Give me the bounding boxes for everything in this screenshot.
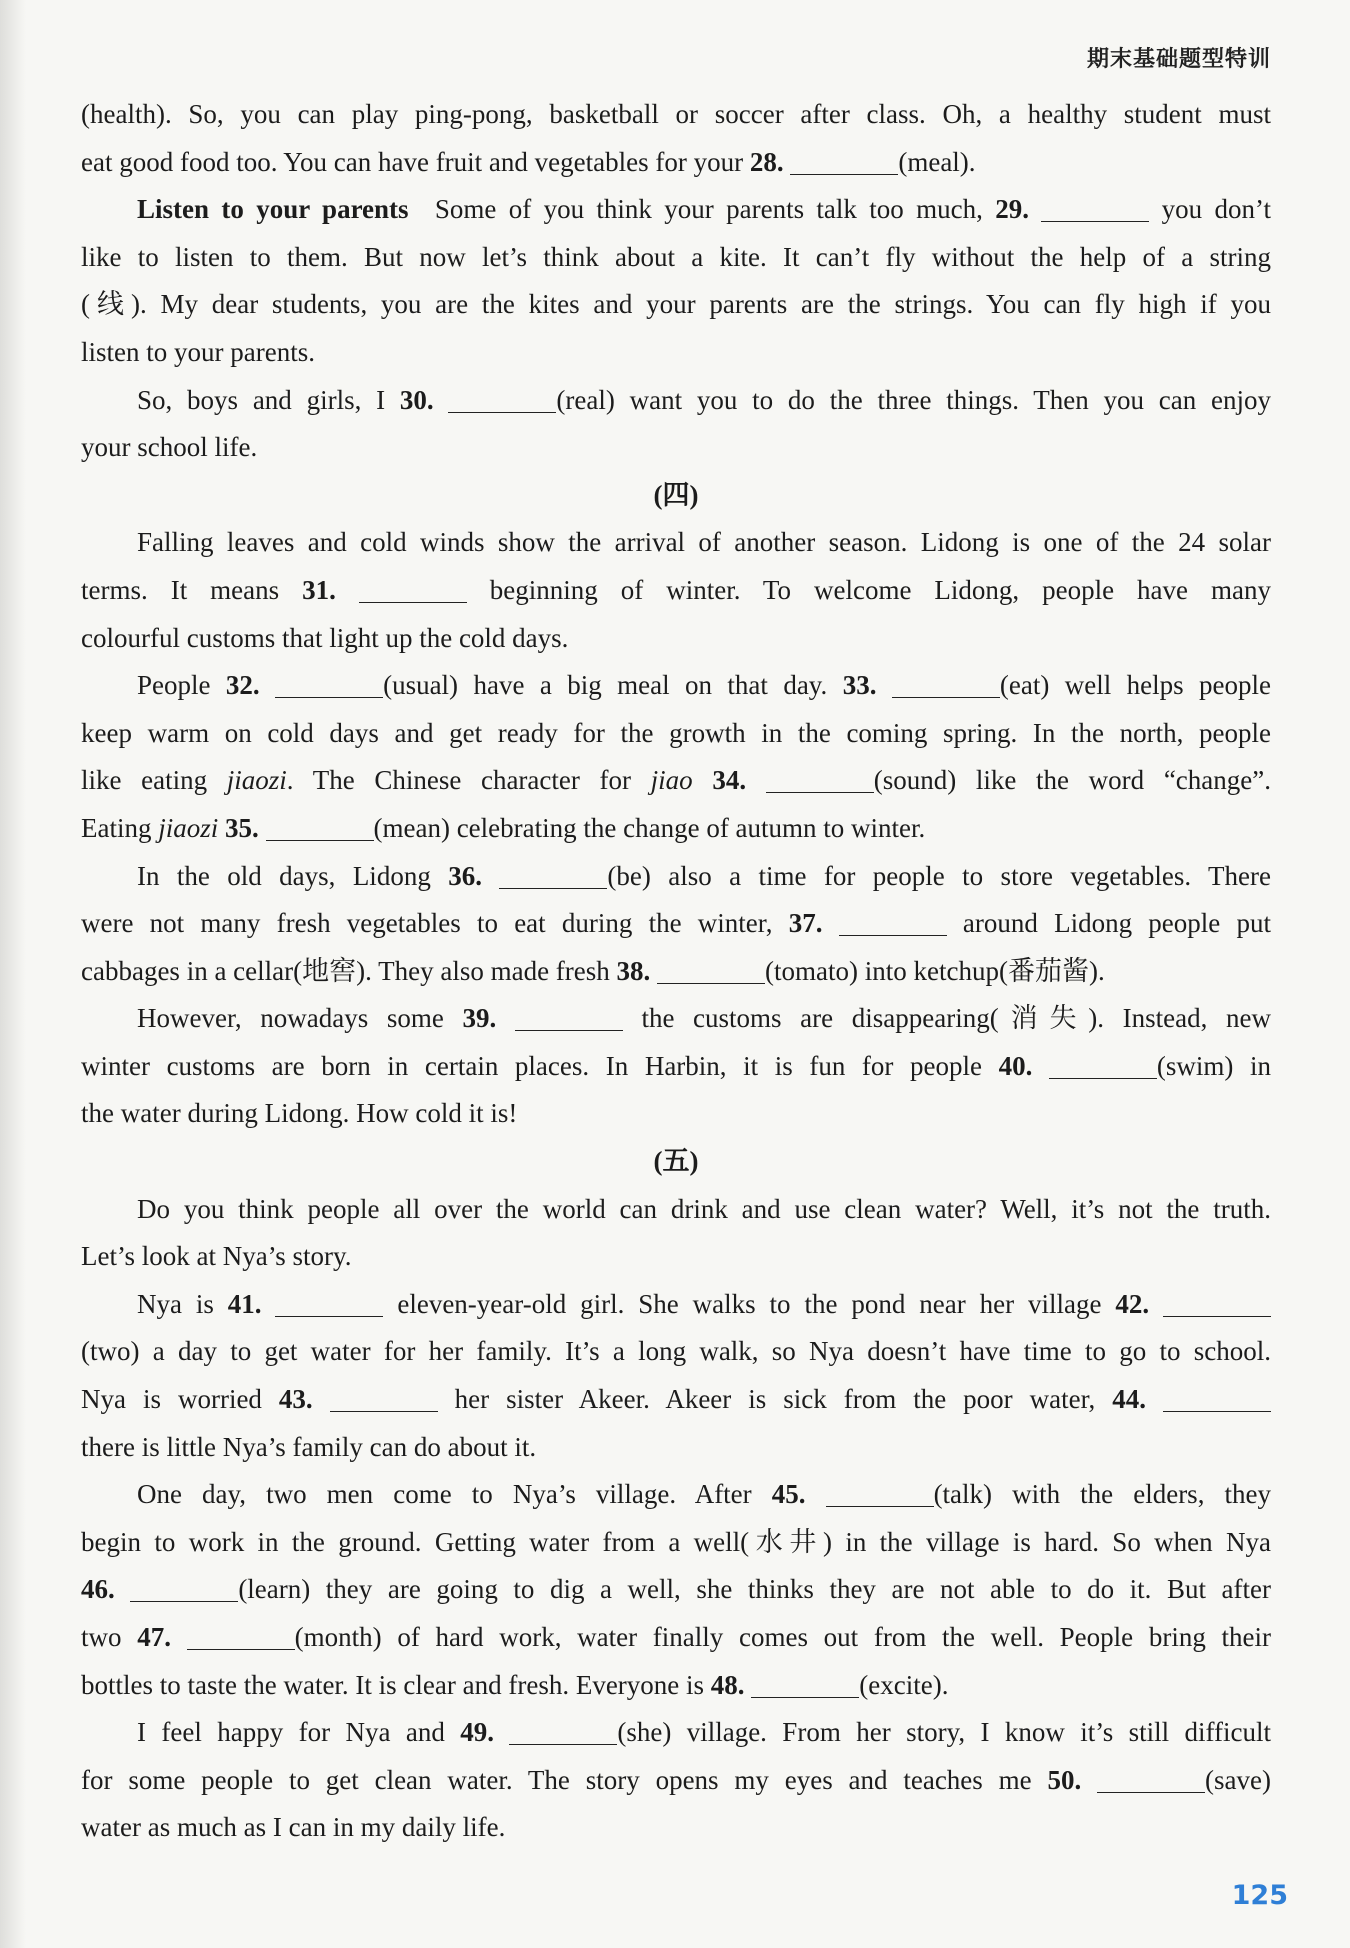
paragraph: [81, 853, 1271, 996]
text-run: (talk) with the elders, they: [933, 1479, 1271, 1510]
text-line: [81, 1566, 1271, 1614]
text-line: [81, 1662, 1271, 1710]
text-line: [81, 139, 1271, 187]
text-run: People: [137, 670, 226, 701]
question-number: 38.: [616, 955, 651, 986]
text-run: However, nowadays some: [137, 1003, 463, 1034]
text-line: [81, 995, 1271, 1043]
section-heading: (四): [653, 479, 699, 510]
text-line: [81, 1376, 1271, 1424]
paragraph: [81, 91, 1271, 186]
paragraph: [81, 377, 1271, 472]
answer-blank: [826, 1506, 934, 1507]
text-run: eleven-year-old girl. She walks to the pond near her village: [383, 1288, 1116, 1319]
text-run: (mean) celebrating the change of autumn to winter.: [373, 812, 926, 843]
question-number: 48.: [710, 1669, 745, 1700]
answer-blank: [657, 983, 765, 984]
question-number: 45.: [771, 1479, 806, 1510]
text-run: (usual) have a big meal on that day.: [383, 670, 843, 701]
answer-blank: [509, 1744, 617, 1745]
text-line: [81, 567, 1271, 615]
text-run: keep warm on cold days and get ready for the growth in the coming spring. In the north, people: [81, 717, 1271, 748]
question-number: 44.: [1112, 1384, 1147, 1415]
answer-blank: [1049, 1078, 1157, 1079]
paragraph: [81, 1471, 1271, 1709]
text-line: [81, 805, 1271, 853]
text-run: winter customs are born in certain places. In Harbin, it is fun for people: [81, 1050, 999, 1081]
text-line: [81, 900, 1271, 948]
italic-term: jiaozi: [158, 812, 219, 843]
answer-blank: [892, 697, 1000, 698]
paragraph: [81, 995, 1271, 1138]
text-line: [81, 1614, 1271, 1662]
text-run: like eating: [81, 765, 227, 796]
run-in-heading: Listen to your parents: [137, 194, 409, 225]
question-number: 50.: [1047, 1764, 1082, 1795]
text-line: [81, 853, 1271, 901]
text-run: (health). So, you can play ping-pong, basketball or soccer after class. Oh, a healthy student must: [81, 99, 1271, 129]
text-line: [81, 1043, 1271, 1091]
text-line: [81, 615, 1271, 663]
text-run: (线). My dear students, you are the kites and your parents are the strings. You can fly high if you: [81, 289, 1271, 320]
text-line: [81, 1328, 1271, 1376]
text-run: (excite).: [859, 1669, 949, 1700]
text-run: the customs are disappearing(消失). Instead, new: [622, 1003, 1271, 1034]
text-run: One day, two men come to Nya’s village. After: [137, 1479, 772, 1510]
text-run: Do you think people all over the world can drink and use clean water? Well, it’s not the truth.: [137, 1193, 1271, 1224]
running-header-title: 期末基础题型特训: [1086, 47, 1271, 72]
section-heading: (五): [653, 1146, 699, 1177]
scan-edge-shade: [0, 0, 26, 1948]
text-run: Some of you think your parents talk too much,: [422, 194, 996, 225]
text-run: the water during Lidong. How cold it is!: [81, 1098, 518, 1129]
paragraph: [81, 662, 1271, 852]
text-line: [81, 1709, 1271, 1757]
text-run: (real) want you to do the three things. Then you can enjoy: [556, 384, 1271, 415]
text-run: (swim) in: [1156, 1050, 1271, 1081]
text-run: (learn) they are going to dig a well, she thinks they are not able to do it. But after: [238, 1574, 1271, 1605]
text-run: Nya is: [137, 1288, 228, 1319]
text-run: two: [81, 1622, 138, 1652]
text-run: (eat) well helps people: [999, 670, 1271, 701]
paragraph: [81, 1281, 1271, 1471]
answer-blank: [130, 1601, 238, 1602]
text-line: [81, 329, 1271, 377]
text-line: [81, 519, 1271, 567]
text-run: (save): [1205, 1764, 1271, 1795]
paragraph: [81, 1186, 1271, 1281]
text-run: (month) of hard work, water finally comes out from the well. People bring their: [294, 1622, 1271, 1652]
text-run: terms. It means: [81, 574, 303, 605]
text-line: [81, 186, 1271, 234]
text-run: begin to work in the ground. Getting water from a well(水井) in the village is hard. So when Nya: [81, 1526, 1271, 1557]
text-run: In the old days, Lidong: [137, 860, 449, 891]
text-run: . The Chinese character for: [286, 765, 651, 796]
question-number: 41.: [227, 1288, 262, 1319]
answer-blank: [1163, 1411, 1271, 1412]
text-run: (two) a day to get water for her family. It’s a long walk, so Nya doesn’t have time to go to school.: [81, 1336, 1271, 1367]
answer-blank: [790, 174, 898, 175]
text-run: you don’t: [1149, 194, 1271, 225]
text-line: [81, 1090, 1271, 1138]
question-number: 28.: [749, 146, 784, 177]
text-line: [81, 1804, 1271, 1852]
text-run: eat good food too. You can have fruit and vegetables for your: [81, 146, 750, 177]
text-run: were not many fresh vegetables to eat during the winter,: [81, 908, 789, 939]
text-line: [81, 1281, 1271, 1329]
question-number: 42.: [1115, 1288, 1150, 1319]
question-number: 31.: [302, 574, 336, 605]
text-run: Eating: [81, 812, 159, 843]
answer-blank: [515, 1030, 623, 1031]
text-run: I feel happy for Nya and: [137, 1717, 461, 1748]
text-run: water as much as I can in my daily life.: [81, 1812, 506, 1843]
answer-blank: [499, 888, 607, 889]
question-number: 32.: [225, 670, 260, 701]
question-number: 36.: [448, 860, 482, 891]
question-number: 43.: [278, 1384, 313, 1415]
question-number: 30.: [399, 384, 434, 415]
question-number: 39.: [462, 1003, 497, 1034]
text-line: [81, 424, 1271, 472]
answer-blank: [187, 1649, 295, 1650]
question-number: 47.: [137, 1622, 171, 1652]
text-line: [81, 662, 1271, 710]
answer-blank: [275, 697, 383, 698]
text-line: [81, 1186, 1271, 1234]
text-line: [81, 948, 1271, 996]
answer-blank: [266, 840, 374, 841]
question-number: 49.: [460, 1717, 494, 1748]
page-number: 125: [1231, 1880, 1288, 1911]
text-run: (sound) like the word “change”.: [873, 765, 1271, 796]
text-run: your school life.: [81, 432, 258, 463]
text-line: [81, 91, 1271, 139]
text-run: (tomato) into ketchup(番茄酱).: [765, 955, 1105, 986]
text-run: Nya is worried: [81, 1384, 279, 1415]
text-run: (meal).: [898, 146, 976, 177]
answer-blank: [751, 1697, 859, 1698]
italic-term: jiaozi: [226, 765, 287, 796]
text-line: [81, 281, 1271, 329]
text-line: [81, 1424, 1271, 1472]
text-run: bottles to taste the water. It is clear and fresh. Everyone is: [81, 1669, 711, 1700]
text-run: there is little Nya’s family can do about it.: [81, 1431, 537, 1462]
answer-blank: [359, 602, 467, 603]
question-number: 46.: [81, 1574, 115, 1605]
text-run: her sister Akeer. Akeer is sick from the poor water,: [437, 1384, 1113, 1415]
answer-blank: [275, 1316, 383, 1317]
text-run: Let’s look at Nya’s story.: [81, 1241, 352, 1272]
answer-blank: [839, 935, 947, 936]
question-number: 37.: [788, 908, 823, 939]
exercise-text-body: [81, 91, 1271, 1852]
text-line: [81, 1471, 1271, 1519]
text-run: beginning of winter. To welcome Lidong, people have many: [466, 574, 1271, 605]
text-run: around Lidong people put: [946, 908, 1271, 939]
question-number: 34.: [712, 765, 747, 796]
text-run: for some people to get clean water. The story opens my eyes and teaches me: [81, 1764, 1048, 1795]
question-number: 35.: [225, 812, 259, 843]
text-line: [81, 1519, 1271, 1567]
answer-blank: [1041, 221, 1149, 222]
paragraph: [81, 519, 1271, 662]
italic-term: jiao: [650, 765, 693, 796]
text-run: So, boys and girls, I: [137, 384, 400, 415]
question-number: 33.: [842, 670, 877, 701]
text-run: colourful customs that light up the cold days.: [81, 622, 569, 653]
text-line: [81, 710, 1271, 758]
answer-blank: [1097, 1792, 1205, 1793]
question-number: 40.: [998, 1050, 1033, 1081]
text-run: listen to your parents.: [81, 336, 315, 367]
text-line: [81, 1233, 1271, 1281]
answer-blank: [448, 412, 556, 413]
text-run: like to listen to them. But now let’s think about a kite. It can’t fly without the help of a string: [81, 241, 1271, 272]
text-run: (be) also a time for people to store vegetables. There: [607, 860, 1271, 891]
paragraph: [81, 1709, 1271, 1852]
text-line: [81, 757, 1271, 805]
text-line: [81, 1757, 1271, 1805]
text-line: [81, 377, 1271, 425]
text-run: Falling leaves and cold winds show the arrival of another season. Lidong is one of the 24 solar: [137, 527, 1271, 558]
answer-blank: [330, 1411, 438, 1412]
answer-blank: [766, 792, 874, 793]
text-run: (she) village. From her story, I know it’s still difficult: [617, 1717, 1271, 1748]
text-line: [81, 234, 1271, 282]
answer-blank: [1163, 1316, 1271, 1317]
question-number: 29.: [995, 194, 1029, 225]
text-run: cabbages in a cellar(地窖). They also made fresh: [81, 955, 617, 986]
paragraph: [81, 186, 1271, 376]
